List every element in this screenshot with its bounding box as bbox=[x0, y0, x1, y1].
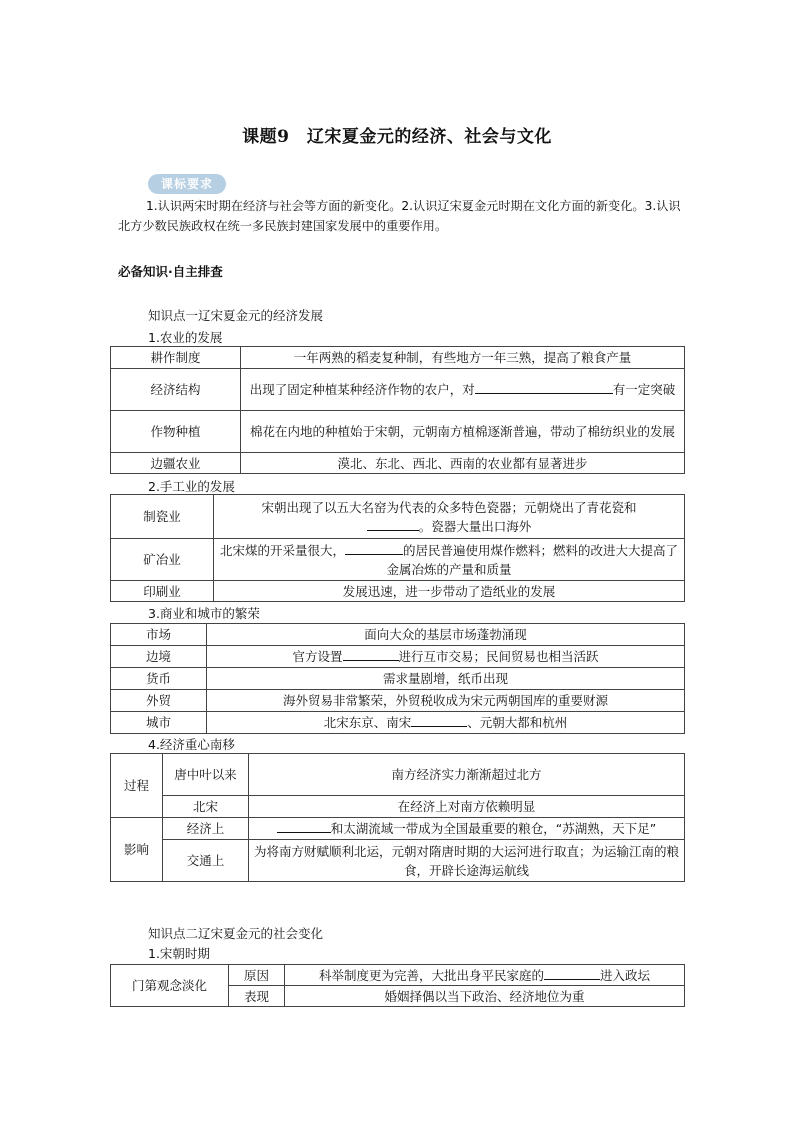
table-row bbox=[111, 369, 685, 411]
answer-blank[interactable] bbox=[277, 820, 331, 833]
answer-blank[interactable] bbox=[343, 648, 399, 661]
table-cell: 矿冶业 bbox=[111, 539, 214, 581]
table-cell bbox=[214, 495, 685, 539]
table-row bbox=[111, 453, 685, 474]
table-cell: 原因 bbox=[229, 965, 285, 986]
requirements-text: 1.认识两宋时期在经济与社会等方面的新变化。2.认识辽宋夏金元时期在文化方面的新变化。3.认识北方少数民族政权在统一多民族封建国家发展中的重要作用。 bbox=[118, 199, 681, 233]
table-row bbox=[111, 840, 685, 882]
cell-text: 有一定突破 bbox=[612, 382, 676, 397]
table-cell: 表现 bbox=[229, 986, 285, 1007]
table-row bbox=[111, 646, 685, 668]
section-badge: 课标要求 bbox=[148, 174, 226, 194]
subheading-handicraft: 2.手工业的发展 bbox=[148, 479, 235, 494]
table-cell: 外贸 bbox=[111, 690, 207, 712]
social-change-table bbox=[110, 964, 685, 1007]
subheading-economic-shift: 4.经济重心南移 bbox=[148, 737, 235, 752]
table-row bbox=[111, 495, 685, 539]
table-cell: 漠北、东北、西北、西南的农业都有显著进步 bbox=[241, 453, 685, 474]
table-cell: 城市 bbox=[111, 712, 207, 734]
table-cell: 为将南方财赋顺利北运，元朝对隋唐时期的大运河进行取直；为运输江南的粮食，开辟长途海运航线 bbox=[249, 840, 685, 882]
cell-text: 的居民普遍使用煤作燃料；燃料的改进大大提高了金属冶炼的产量和质量 bbox=[386, 542, 679, 577]
table-cell bbox=[207, 646, 685, 668]
cell-text: 。瓷器大量出口海外 bbox=[418, 518, 532, 534]
answer-blank[interactable] bbox=[367, 518, 419, 531]
table-cell: 面向大众的基层市场蓬勃涌现 bbox=[207, 624, 685, 646]
table-cell: 耕作制度 bbox=[111, 347, 241, 369]
table-row bbox=[111, 668, 685, 690]
table-row bbox=[111, 624, 685, 646]
cell-text: 科举制度更为完善，大批出身平民家庭的 bbox=[318, 967, 544, 983]
table-cell: 一年两熟的稻麦复种制，有些地方一年三熟，提高了粮食产量 bbox=[241, 347, 685, 369]
table-row bbox=[111, 754, 685, 796]
subheading-song: 1.宋朝时期 bbox=[148, 946, 210, 961]
table-row bbox=[111, 712, 685, 734]
answer-blank[interactable] bbox=[544, 967, 600, 980]
table-cell: 过程 bbox=[111, 754, 163, 818]
table-cell bbox=[241, 369, 685, 411]
handicraft-table bbox=[110, 494, 685, 602]
cell-text: 进行互市交易；民间贸易也相当活跃 bbox=[398, 649, 599, 664]
answer-blank[interactable] bbox=[475, 381, 613, 394]
table-row bbox=[111, 818, 685, 840]
cell-text: 进入政坛 bbox=[600, 967, 651, 983]
cell-text: 官方设置 bbox=[292, 649, 343, 664]
table-cell: 唐中叶以来 bbox=[163, 754, 249, 796]
knowledge-point-1: 知识点一辽宋夏金元的经济发展 bbox=[148, 308, 324, 323]
table-cell bbox=[285, 965, 685, 986]
table-row bbox=[111, 539, 685, 581]
subheading-agriculture: 1.农业的发展 bbox=[148, 330, 223, 345]
table-cell: 门第观念淡化 bbox=[111, 965, 229, 1007]
table-cell: 在经济上对南方依赖明显 bbox=[249, 796, 685, 818]
table-cell: 影响 bbox=[111, 818, 163, 882]
table-cell: 印刷业 bbox=[111, 581, 214, 602]
commerce-table bbox=[110, 623, 685, 734]
table-cell: 棉花在内地的种植始于宋朝，元朝南方植棉逐渐普遍，带动了棉纺织业的发展 bbox=[241, 411, 685, 453]
table-cell: 婚姻择偶以当下政治、经济地位为重 bbox=[285, 986, 685, 1007]
cell-text: 北宋东京、南宋 bbox=[323, 715, 412, 730]
table-cell bbox=[249, 818, 685, 840]
answer-blank[interactable] bbox=[345, 542, 403, 555]
table-cell: 边疆农业 bbox=[111, 453, 241, 474]
table-cell: 北宋 bbox=[163, 796, 249, 818]
economic-shift-table bbox=[110, 753, 685, 882]
knowledge-point-2: 知识点二辽宋夏金元的社会变化 bbox=[148, 926, 324, 941]
table-row bbox=[111, 347, 685, 369]
table-cell bbox=[214, 539, 685, 581]
table-cell: 海外贸易非常繁荣，外贸税收成为宋元两朝国库的重要财源 bbox=[207, 690, 685, 712]
cell-text: 、元朝大都和杭州 bbox=[467, 715, 568, 730]
page-title: 课题9 辽宋夏金元的经济、社会与文化 bbox=[242, 127, 552, 147]
cell-text: 北宋煤的开采量很大， bbox=[219, 542, 345, 558]
table-cell: 边境 bbox=[111, 646, 207, 668]
table-cell: 交通上 bbox=[163, 840, 249, 882]
agriculture-table bbox=[110, 346, 685, 474]
table-row bbox=[111, 796, 685, 818]
table-row bbox=[111, 581, 685, 602]
table-row bbox=[111, 965, 685, 986]
table-cell bbox=[207, 712, 685, 734]
table-cell: 经济上 bbox=[163, 818, 249, 840]
table-cell: 市场 bbox=[111, 624, 207, 646]
table-cell: 需求量剧增，纸币出现 bbox=[207, 668, 685, 690]
answer-blank[interactable] bbox=[411, 714, 467, 727]
section-heading: 必备知识·自主排查 bbox=[118, 264, 223, 279]
table-cell: 作物种植 bbox=[111, 411, 241, 453]
cell-text: 和太湖流域一带成为全国最重要的粮仓，“苏湖熟，天下足” bbox=[330, 821, 657, 836]
subheading-commerce: 3.商业和城市的繁荣 bbox=[148, 606, 260, 621]
table-cell: 货币 bbox=[111, 668, 207, 690]
table-row bbox=[111, 690, 685, 712]
table-cell: 经济结构 bbox=[111, 369, 241, 411]
table-row bbox=[111, 411, 685, 453]
cell-text: 出现了固定种植某种经济作物的农户，对 bbox=[249, 382, 475, 397]
table-cell: 发展迅速，进一步带动了造纸业的发展 bbox=[214, 581, 685, 602]
cell-text: 宋朝出现了以五大名窑为代表的众多特色瓷器；元朝烧出了青花瓷和 bbox=[261, 499, 637, 515]
table-cell: 南方经济实力渐渐超过北方 bbox=[249, 754, 685, 796]
table-cell: 制瓷业 bbox=[111, 495, 214, 539]
